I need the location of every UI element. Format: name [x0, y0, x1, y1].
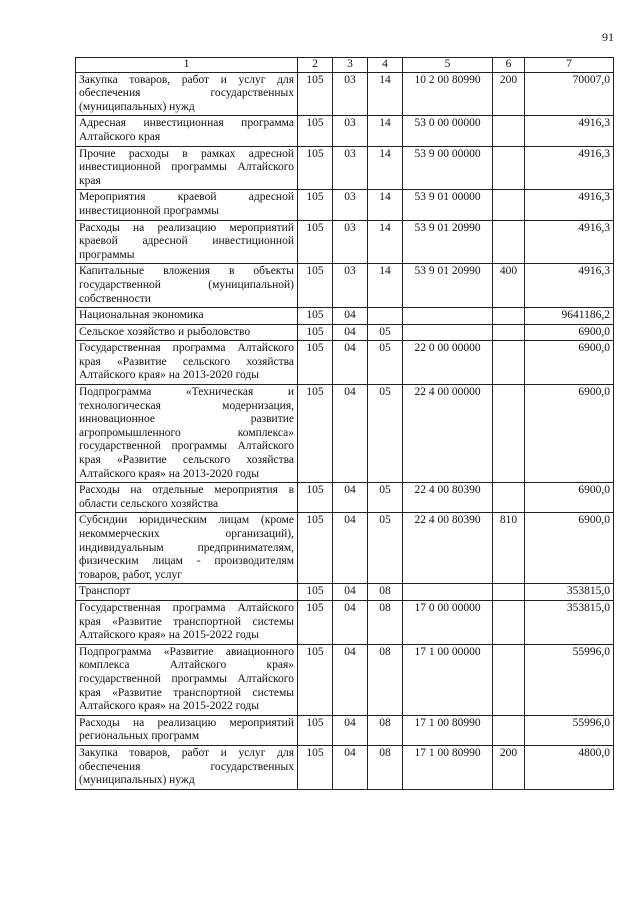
row-amount-cell: 4800,0 [525, 745, 614, 789]
row-section-cell: 04 [333, 483, 368, 513]
row-name-cell: Сельское хозяйство и рыболовство [76, 324, 298, 341]
row-name-cell: Государственная программа Алтайского края «Развитие транспортной системы Алтайского края» на 2015-2022 годы [76, 600, 298, 644]
row-name-cell: Адресная инвестиционная программа Алтайского края [76, 116, 298, 146]
row-amount-cell: 353815,0 [525, 584, 614, 601]
row-section-cell: 04 [333, 324, 368, 341]
row-section-cell: 03 [333, 190, 368, 220]
table-row [76, 513, 614, 584]
row-amount-cell: 70007,0 [525, 72, 614, 116]
row-subsection-cell: 14 [368, 146, 403, 190]
row-target-article-cell: 53 9 00 00000 [403, 146, 493, 190]
row-expense-type-cell: 200 [493, 72, 525, 116]
row-target-article-cell: 53 9 01 20990 [403, 264, 493, 308]
table-row [76, 308, 614, 325]
row-expense-type-cell [493, 584, 525, 601]
row-name-cell: Субсидии юридическим лицам (кроме некоммерческих организаций), индивидуальным предпринимателям, физическим лицам - производителям товаров, работ, услуг [76, 513, 298, 584]
table-row [76, 600, 614, 644]
row-subsection-cell: 08 [368, 644, 403, 715]
row-amount-cell: 6900,0 [525, 341, 614, 385]
row-target-article-cell: 17 1 00 80990 [403, 715, 493, 745]
header-col-3: 3 [333, 58, 368, 73]
row-section-cell: 03 [333, 116, 368, 146]
row-amount-cell: 4916,3 [525, 146, 614, 190]
table-row [76, 644, 614, 715]
row-amount-cell: 4916,3 [525, 220, 614, 264]
row-section-cell: 04 [333, 745, 368, 789]
row-target-article-cell [403, 584, 493, 601]
row-name-cell: Национальная экономика [76, 308, 298, 325]
table-row [76, 190, 614, 220]
row-name-cell: Мероприятия краевой адресной инвестиционной программы [76, 190, 298, 220]
row-grbs-cell: 105 [298, 190, 333, 220]
row-expense-type-cell [493, 308, 525, 325]
row-target-article-cell: 22 4 00 00000 [403, 385, 493, 483]
budget-table [75, 57, 614, 790]
row-amount-cell: 4916,3 [525, 116, 614, 146]
row-target-article-cell: 17 0 00 00000 [403, 600, 493, 644]
row-name-cell: Расходы на отдельные мероприятия в области сельского хозяйства [76, 483, 298, 513]
row-subsection-cell: 08 [368, 600, 403, 644]
header-col-6: 6 [493, 58, 525, 73]
row-target-article-cell: 22 4 00 80390 [403, 513, 493, 584]
row-target-article-cell: 53 0 00 00000 [403, 116, 493, 146]
row-section-cell: 03 [333, 220, 368, 264]
row-name-cell: Расходы на реализацию мероприятий региональных программ [76, 715, 298, 745]
table-row [76, 745, 614, 789]
row-subsection-cell: 08 [368, 715, 403, 745]
table-row [76, 324, 614, 341]
table-row [76, 584, 614, 601]
row-grbs-cell: 105 [298, 644, 333, 715]
table-row [76, 483, 614, 513]
row-grbs-cell: 105 [298, 483, 333, 513]
row-expense-type-cell [493, 600, 525, 644]
row-expense-type-cell [493, 220, 525, 264]
row-expense-type-cell [493, 483, 525, 513]
row-amount-cell: 353815,0 [525, 600, 614, 644]
row-target-article-cell: 17 1 00 00000 [403, 644, 493, 715]
row-amount-cell: 55996,0 [525, 715, 614, 745]
row-amount-cell: 6900,0 [525, 483, 614, 513]
row-section-cell: 04 [333, 513, 368, 584]
row-section-cell: 04 [333, 644, 368, 715]
row-section-cell: 03 [333, 146, 368, 190]
header-col-5: 5 [403, 58, 493, 73]
row-subsection-cell: 08 [368, 584, 403, 601]
row-grbs-cell: 105 [298, 264, 333, 308]
row-target-article-cell: 17 1 00 80990 [403, 745, 493, 789]
row-expense-type-cell [493, 341, 525, 385]
row-expense-type-cell [493, 146, 525, 190]
row-target-article-cell: 22 0 00 00000 [403, 341, 493, 385]
row-grbs-cell: 105 [298, 341, 333, 385]
header-col-4: 4 [368, 58, 403, 73]
row-expense-type-cell [493, 644, 525, 715]
row-name-cell: Закупка товаров, работ и услуг для обеспечения государственных (муниципальных) нужд [76, 745, 298, 789]
row-section-cell: 03 [333, 72, 368, 116]
row-section-cell: 04 [333, 584, 368, 601]
row-subsection-cell: 05 [368, 513, 403, 584]
row-target-article-cell: 53 9 01 00000 [403, 190, 493, 220]
row-expense-type-cell: 400 [493, 264, 525, 308]
row-target-article-cell [403, 308, 493, 325]
row-subsection-cell: 05 [368, 385, 403, 483]
row-grbs-cell: 105 [298, 116, 333, 146]
row-section-cell: 04 [333, 600, 368, 644]
row-subsection-cell: 14 [368, 220, 403, 264]
row-subsection-cell: 14 [368, 264, 403, 308]
row-grbs-cell: 105 [298, 513, 333, 584]
table-row [76, 72, 614, 116]
row-target-article-cell: 10 2 00 80990 [403, 72, 493, 116]
row-expense-type-cell: 200 [493, 745, 525, 789]
row-subsection-cell: 08 [368, 745, 403, 789]
row-amount-cell: 4916,3 [525, 190, 614, 220]
row-expense-type-cell [493, 385, 525, 483]
row-grbs-cell: 105 [298, 220, 333, 264]
row-name-cell: Расходы на реализацию мероприятий краевой адресной инвестиционной программы [76, 220, 298, 264]
table-row [76, 341, 614, 385]
row-name-cell: Государственная программа Алтайского края «Развитие сельского хозяйства Алтайского края» на 2013-2020 годы [76, 341, 298, 385]
row-target-article-cell: 22 4 00 80390 [403, 483, 493, 513]
row-section-cell: 04 [333, 341, 368, 385]
table-row [76, 264, 614, 308]
row-amount-cell: 9641186,2 [525, 308, 614, 325]
row-name-cell: Транспорт [76, 584, 298, 601]
row-subsection-cell: 05 [368, 483, 403, 513]
row-amount-cell: 4916,3 [525, 264, 614, 308]
row-expense-type-cell [493, 116, 525, 146]
row-grbs-cell: 105 [298, 715, 333, 745]
row-grbs-cell: 105 [298, 385, 333, 483]
row-subsection-cell: 14 [368, 190, 403, 220]
row-name-cell: Капитальные вложения в объекты государственной (муниципальной) собственности [76, 264, 298, 308]
row-grbs-cell: 105 [298, 745, 333, 789]
row-subsection-cell: 14 [368, 72, 403, 116]
row-expense-type-cell: 810 [493, 513, 525, 584]
row-amount-cell: 55996,0 [525, 644, 614, 715]
table-row [76, 146, 614, 190]
row-grbs-cell: 105 [298, 584, 333, 601]
page-number: 91 [602, 30, 614, 44]
row-name-cell: Прочие расходы в рамках адресной инвестиционной программы Алтайского края [76, 146, 298, 190]
header-col-7: 7 [525, 58, 614, 73]
row-grbs-cell: 105 [298, 324, 333, 341]
row-subsection-cell [368, 308, 403, 325]
row-target-article-cell [403, 324, 493, 341]
row-grbs-cell: 105 [298, 72, 333, 116]
row-amount-cell: 6900,0 [525, 513, 614, 584]
row-amount-cell: 6900,0 [525, 385, 614, 483]
table-row [76, 116, 614, 146]
row-subsection-cell: 05 [368, 324, 403, 341]
row-target-article-cell: 53 9 01 20990 [403, 220, 493, 264]
header-col-2: 2 [298, 58, 333, 73]
row-name-cell: Подпрограмма «Развитие авиационного комплекса Алтайского края» государственной программы Алтайского края «Развитие транспортной системы Алтайского края» на 2015-2022 годы [76, 644, 298, 715]
table-row [76, 715, 614, 745]
row-subsection-cell: 05 [368, 341, 403, 385]
row-section-cell: 04 [333, 385, 368, 483]
header-col-1: 1 [76, 58, 298, 73]
header-row [76, 58, 614, 73]
row-name-cell: Закупка товаров, работ и услуг для обеспечения государственных (муниципальных) нужд [76, 72, 298, 116]
row-expense-type-cell [493, 715, 525, 745]
row-amount-cell: 6900,0 [525, 324, 614, 341]
row-grbs-cell: 105 [298, 146, 333, 190]
row-name-cell: Подпрограмма «Техническая и технологическая модернизация, инновационное развитие агропромышленного комплекса» государственной программы Алтайского края «Развитие сельского хозяйства Алтайского края» на 2013-2020 годы [76, 385, 298, 483]
row-subsection-cell: 14 [368, 116, 403, 146]
table-row [76, 385, 614, 483]
row-grbs-cell: 105 [298, 308, 333, 325]
row-expense-type-cell [493, 324, 525, 341]
row-expense-type-cell [493, 190, 525, 220]
row-section-cell: 04 [333, 308, 368, 325]
row-grbs-cell: 105 [298, 600, 333, 644]
row-section-cell: 04 [333, 715, 368, 745]
table-row [76, 220, 614, 264]
row-section-cell: 03 [333, 264, 368, 308]
